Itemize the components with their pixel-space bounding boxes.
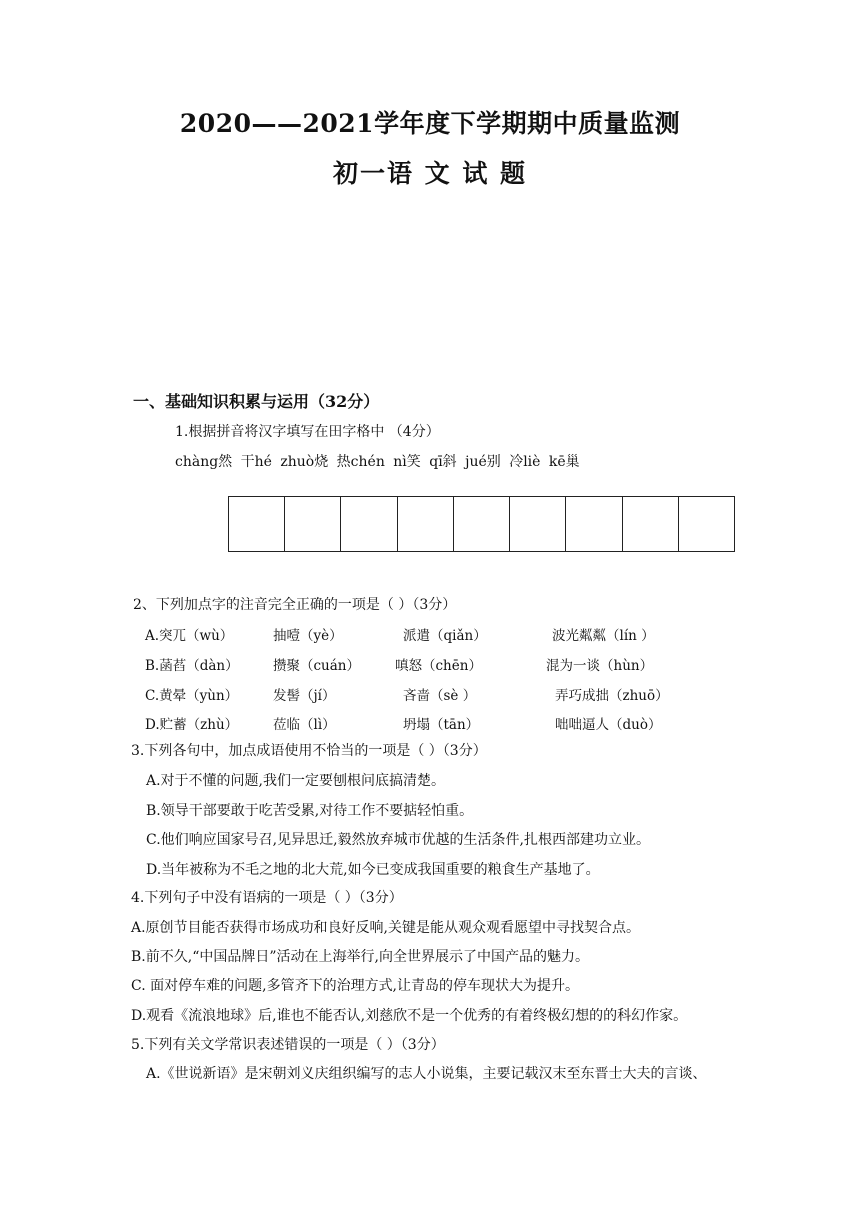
q2-option-b-4: 混为一谈（hùn） (546, 658, 654, 674)
answer-box[interactable] (285, 497, 341, 551)
question-2-prompt: 2、下列加点字的注音完全正确的一项是（ ）（3分） (133, 597, 457, 613)
answer-box[interactable] (454, 497, 510, 551)
q2-option-b-1: B.菡萏（dàn） (145, 658, 239, 674)
answer-box[interactable] (679, 497, 734, 551)
answer-box[interactable] (341, 497, 397, 551)
q2-option-b-2: 攒聚（cuán） (273, 658, 360, 674)
question-1-prompt: 1.根据拼音将汉字填写在田字格中 （4分） (175, 424, 440, 440)
q4-option-c: C. 面对停车难的问题,多管齐下的治理方式,让青岛的停车现状大为提升。 (131, 978, 580, 994)
q2-option-c-4: 弄巧成拙（zhuō） (555, 688, 669, 704)
tianzige-grid (228, 496, 735, 552)
q3-option-b: B.领导干部要敢于吃苦受累,对待工作不要掂轻怕重。 (146, 803, 474, 819)
answer-box[interactable] (623, 497, 679, 551)
q3-option-a: A.对于不懂的问题,我们一定要刨根问底搞清楚。 (146, 773, 446, 789)
q4-option-b: B.前不久,“中国品牌日”活动在上海举行,向全世界展示了中国产品的魅力。 (131, 949, 589, 965)
q5-option-a: A.《世说新语》是宋朝刘义庆组织编写的志人小说集，主要记载汉末至东晋士大夫的言谈、 (146, 1066, 707, 1082)
question-4-prompt: 4.下列句子中没有语病的一项是（ ）（3分） (131, 890, 403, 906)
q2-option-d-2: 莅临（lì） (273, 717, 336, 733)
pinyin-line: chàng然 干hé zhuò烧 热chén nì笑 qī斜 jué别 冷liè kē巢 (175, 454, 580, 470)
section-heading: 一、基础知识积累与运用（32分） (133, 392, 380, 411)
answer-box[interactable] (566, 497, 622, 551)
q3-option-d: D.当年被称为不毛之地的北大荒,如今已变成我国重要的粮食生产基地了。 (146, 862, 600, 878)
q2-option-a-3: 派遣（qiǎn） (403, 628, 487, 644)
exam-title: 2020——2021学年度下学期期中质量监测 (179, 109, 681, 138)
answer-box[interactable] (510, 497, 566, 551)
answer-box[interactable] (398, 497, 454, 551)
q2-option-d-1: D.贮蓄（zhù） (145, 717, 239, 733)
q4-option-a: A.原创节目能否获得市场成功和良好反响,关键是能从观众观看愿望中寻找契合点。 (131, 920, 641, 936)
q2-option-c-3: 吝啬（sè ） (403, 688, 477, 704)
q3-option-c: C.他们响应国家号召,见异思迁,毅然放弃城市优越的生活条件,扎根西部建功立业。 (146, 832, 651, 848)
q2-option-c-1: C.黄晕（yùn） (145, 688, 239, 704)
q2-option-b-3: 嗔怒（chēn） (395, 658, 482, 674)
q4-option-d: D.观看《流浪地球》后,谁也不能否认,刘慈欣不是一个优秀的有着终极幻想的的科幻作家。 (131, 1008, 688, 1024)
q2-option-a-1: A.突兀（wù） (145, 628, 234, 644)
q2-option-a-2: 抽噎（yè） (273, 628, 343, 644)
question-5-prompt: 5.下列有关文学常识表述错误的一项是（ ）（3分） (131, 1037, 445, 1053)
exam-subtitle: 初一语 文 试 题 (332, 159, 528, 188)
question-3-prompt: 3.下列各句中，加点成语使用不恰当的一项是（ ）（3分） (131, 743, 487, 759)
answer-box[interactable] (229, 497, 285, 551)
q2-option-d-3: 坍塌（tān） (403, 717, 480, 733)
q2-option-a-4: 波光粼粼（lín ） (552, 628, 655, 644)
q2-option-d-4: 咄咄逼人（duò） (555, 717, 662, 733)
q2-option-c-2: 发髻（jí） (273, 688, 336, 704)
